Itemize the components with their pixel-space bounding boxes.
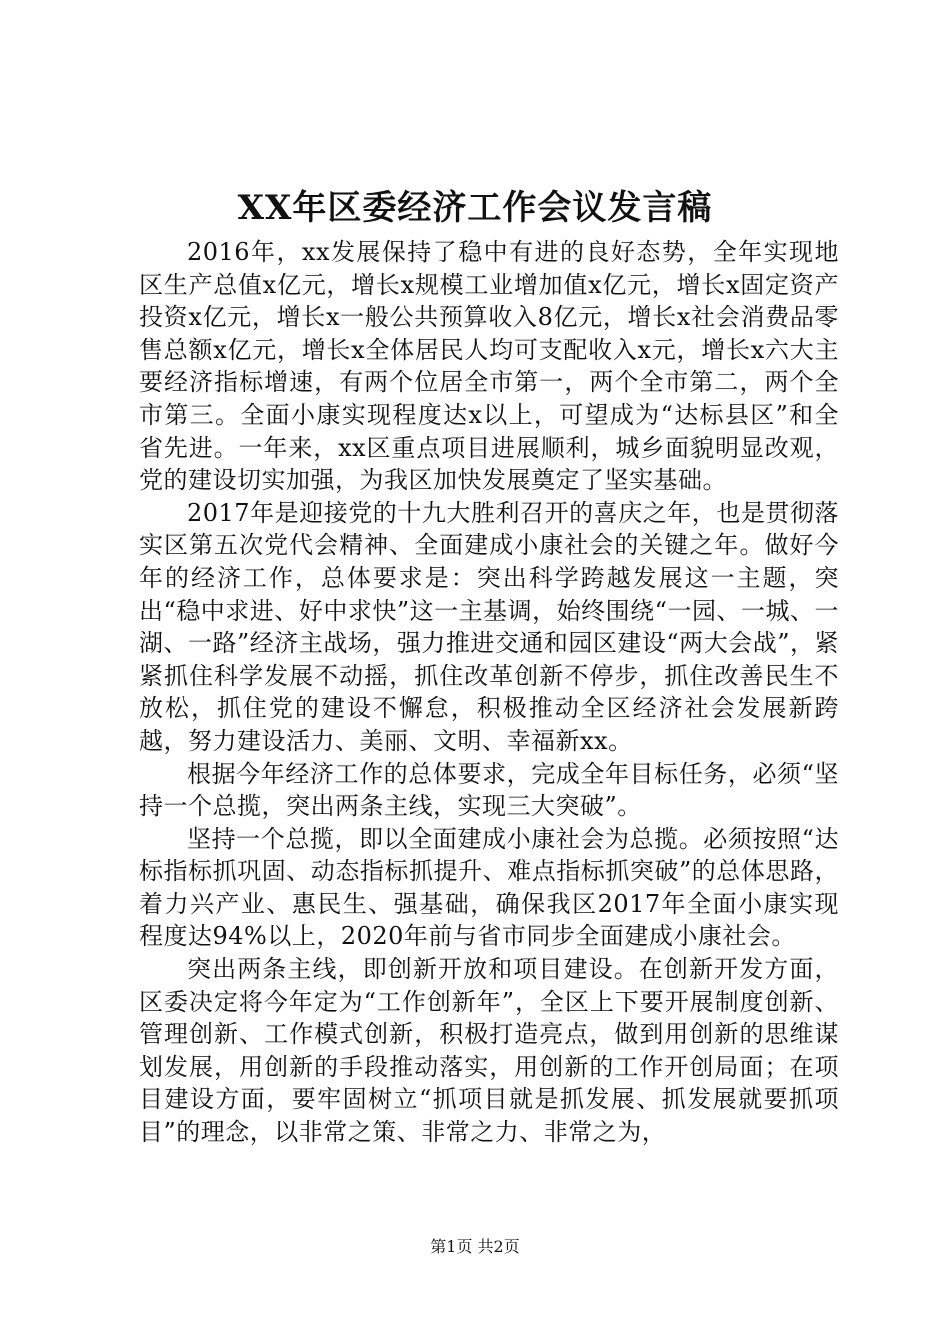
paragraph-5: 突出两条主线，即创新开放和项目建设。在创新开发方面，区委决定将今年定为“工作创新年”，全区上下要开展制度创新、管理创新、工作模式创新，积极打造亮点，做到用创新的思维谋划发展，用创新的手段推动落实，用创新的工作开创局面；在项目建设方面，要牢固树立“抓项目就是抓发展、抓发展就要抓项目”的理念，以非常之策、非常之力、非常之为， [139, 955, 839, 1147]
document-body [139, 236, 839, 1149]
paragraph-3: 根据今年经济工作的总体要求，完成全年目标任务，必须“坚持一个总揽，突出两条主线，实现三大突破”。 [139, 759, 839, 821]
paragraph-2: 2017年是迎接党的十九大胜利召开的喜庆之年，也是贯彻落实区第五次党代会精神、全面建成小康社会的关键之年。做好今年的经济工作，总体要求是：突出科学跨越发展这一主题，突出“稳中求进、好中求快”这一主基调，始终围绕“一园、一城、一湖、一路”经济主战场，强力推进交通和园区建设“两大会战”，紧紧抓住科学发展不动摇，抓住改革创新不停步，抓住改善民生不放松，抓住党的建设不懈怠，积极推动全区经济社会发展新跨越，努力建设活力、美丽、文明、幸福新xx。 [139, 498, 839, 755]
paragraph-4: 坚持一个总揽，即以全面建成小康社会为总揽。必须按照“达标指标抓巩固、动态指标抓提升、难点指标抓突破”的总体思路，着力兴产业、惠民生、强基础，确保我区2017年全面小康实现程度达94%以上，2020年前与省市同步全面建成小康社会。 [139, 824, 839, 951]
page-number-footer: 第1页 共2页 [430, 1237, 520, 1256]
document-title: XX年区委经济工作会议发言稿 [237, 188, 713, 228]
paragraph-1: 2016年，xx发展保持了稳中有进的良好态势，全年实现地区生产总值x亿元，增长x规模工业增加值x亿元，增长x固定资产投资x亿元，增长x一般公共预算收入8亿元，增长x社会消费品零售总额x亿元，增长x全体居民人均可支配收入x元，增长x六大主要经济指标增速，有两个位居全市第一，两个全市第二，两个全市第三。全面小康实现程度达x以上，可望成为“达标县区”和全省先进。一年来，xx区重点项目进展顺利，城乡面貌明显改观，党的建设切实加强，为我区加快发展奠定了坚实基础。 [139, 238, 839, 495]
